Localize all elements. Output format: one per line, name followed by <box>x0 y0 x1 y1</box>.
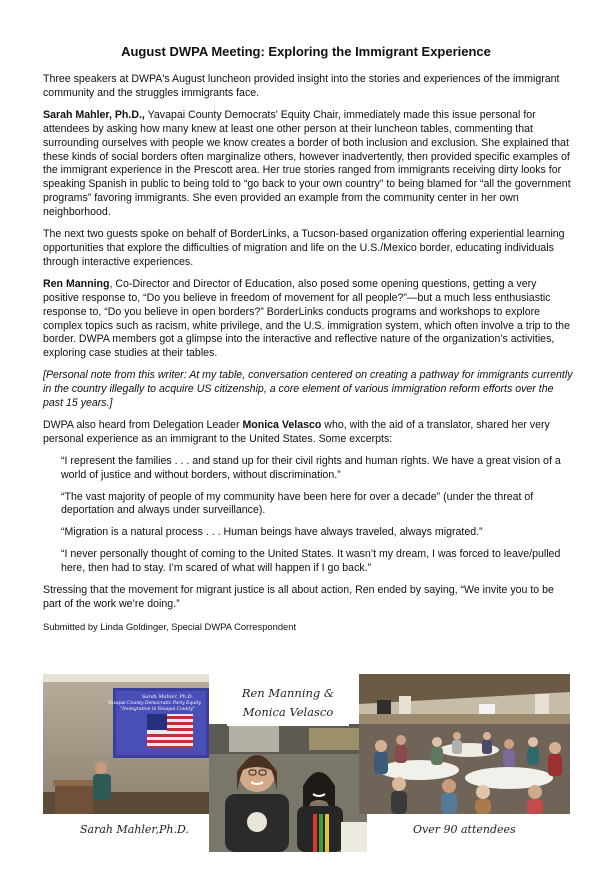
quote-1: “I represent the families . . . and stand up for their civil rights and human rights. We have a great vision of a world of justice and without borders, without discrimination.” <box>61 454 561 481</box>
quote-3: “Migration is a natural process . . . Human beings have always traveled, always migrated.” <box>61 526 483 539</box>
speaker-photo-illustration <box>43 674 213 814</box>
ren-text: , Co-Director and Director of Education, also posed some opening questions, getting a very positive response to, “Do you believe in freedom of movement for all people?”—but a much less enthusiastic response to, “Do you believe in open borders?” BorderLinks conducts programs and workshops to explore complex topics such as racism, white privilege, and the U.S. immigration system, which often involve a trip to the border. DWPA members got a glimpse into the interactive and reflective nature of the organization’s activities, exploring case studies at their tables. <box>43 277 570 360</box>
photo-attendees <box>359 674 570 814</box>
personal-note: [Personal note from this writer: At my table, conversation centered on creating a pathway for immigrants currently in the country illegally to acquire US citizenship, a core element of various immigration reform efforts over the past 15 years.] <box>43 369 573 410</box>
caption-ren: Ren Manning & <box>241 686 335 700</box>
sarah-paragraph <box>43 109 573 220</box>
author-credit: Submitted by Linda Goldinger, Special DWPA Correspondent <box>43 620 297 632</box>
monica-pre: DWPA also heard from Delegation Leader <box>43 418 243 431</box>
slide-text-1: Sarah Mahler, Ph.D. <box>141 694 193 700</box>
caption-ren-monica <box>227 684 349 726</box>
article-body <box>43 73 573 642</box>
sarah-text: Yavapai County Democrats' Equity Chair, immediately made this issue personal for attendees by asking how many knew at least one other person at their luncheon tables, commenting that surrounding ourselves with people we know creates a border of both inclusion and exclusion. She explained that these kinds of social borders often marginalize others, however inadvertently, then provided specific examples of the immigrant experience in the Prescott area. Her true stories ranged from immigrants receiving dirty looks for speaking Spanish in public to being told to “go back to your own country” to being blamed for “all the government programs” favoring immigrants. She even provided an example from the community center in her own neighborhood. <box>43 108 571 219</box>
closing-paragraph: Stressing that the movement for migrant justice is all about action, Ren ended by saying, “We invite you to be part of the work we’re doing.” <box>43 584 554 610</box>
quote-4: “I never personally thought of coming to the United States. It wasn’t my dream, I was forced to leave/pulled here, then had to stay. I’m scared of what will happen if I go back.” <box>61 548 561 575</box>
article-title: August DWPA Meeting: Exploring the Immigrant Experience <box>121 44 491 59</box>
monica-paragraph <box>43 419 573 447</box>
borderlinks-paragraph: The next two guests spoke on behalf of BorderLinks, a Tucson-based organization offering experiential learning opportunities that explore the difficulties of migration and life on the U.S./Mexico border, educating individuals through interactive experiences. <box>43 228 565 268</box>
caption-monica: Monica Velasco <box>242 705 334 719</box>
intro-paragraph: Three speakers at DWPA's August luncheon provided insight into the stories and experiences of the immigrant community and the struggles immigrants face. <box>43 73 560 99</box>
slide-text-2: Yavapai County Democratic Party Equity <box>108 701 201 706</box>
sarah-name: Sarah Mahler, Ph.D., <box>43 108 145 121</box>
crowd-photo-illustration <box>359 674 570 814</box>
monica-post: who, with the aid of a translator, shared her very personal experience as an immigrant to the United States. Some excerpts: <box>43 418 550 445</box>
ren-paragraph <box>43 278 573 361</box>
caption-attendees: Over 90 attendees <box>413 823 516 836</box>
ren-name: Ren Manning <box>43 277 110 290</box>
caption-sarah-mahler: Sarah Mahler,Ph.D. <box>80 823 189 836</box>
quote-2: “The vast majority of people of my community have been here for over a decade” (under the threat of deportation and always under surveillance). <box>61 490 534 517</box>
photo-sarah-mahler <box>43 674 213 814</box>
monica-name: Monica Velasco <box>242 418 322 431</box>
slide-text-3: "Immigration in Yavapai County" <box>120 707 195 712</box>
